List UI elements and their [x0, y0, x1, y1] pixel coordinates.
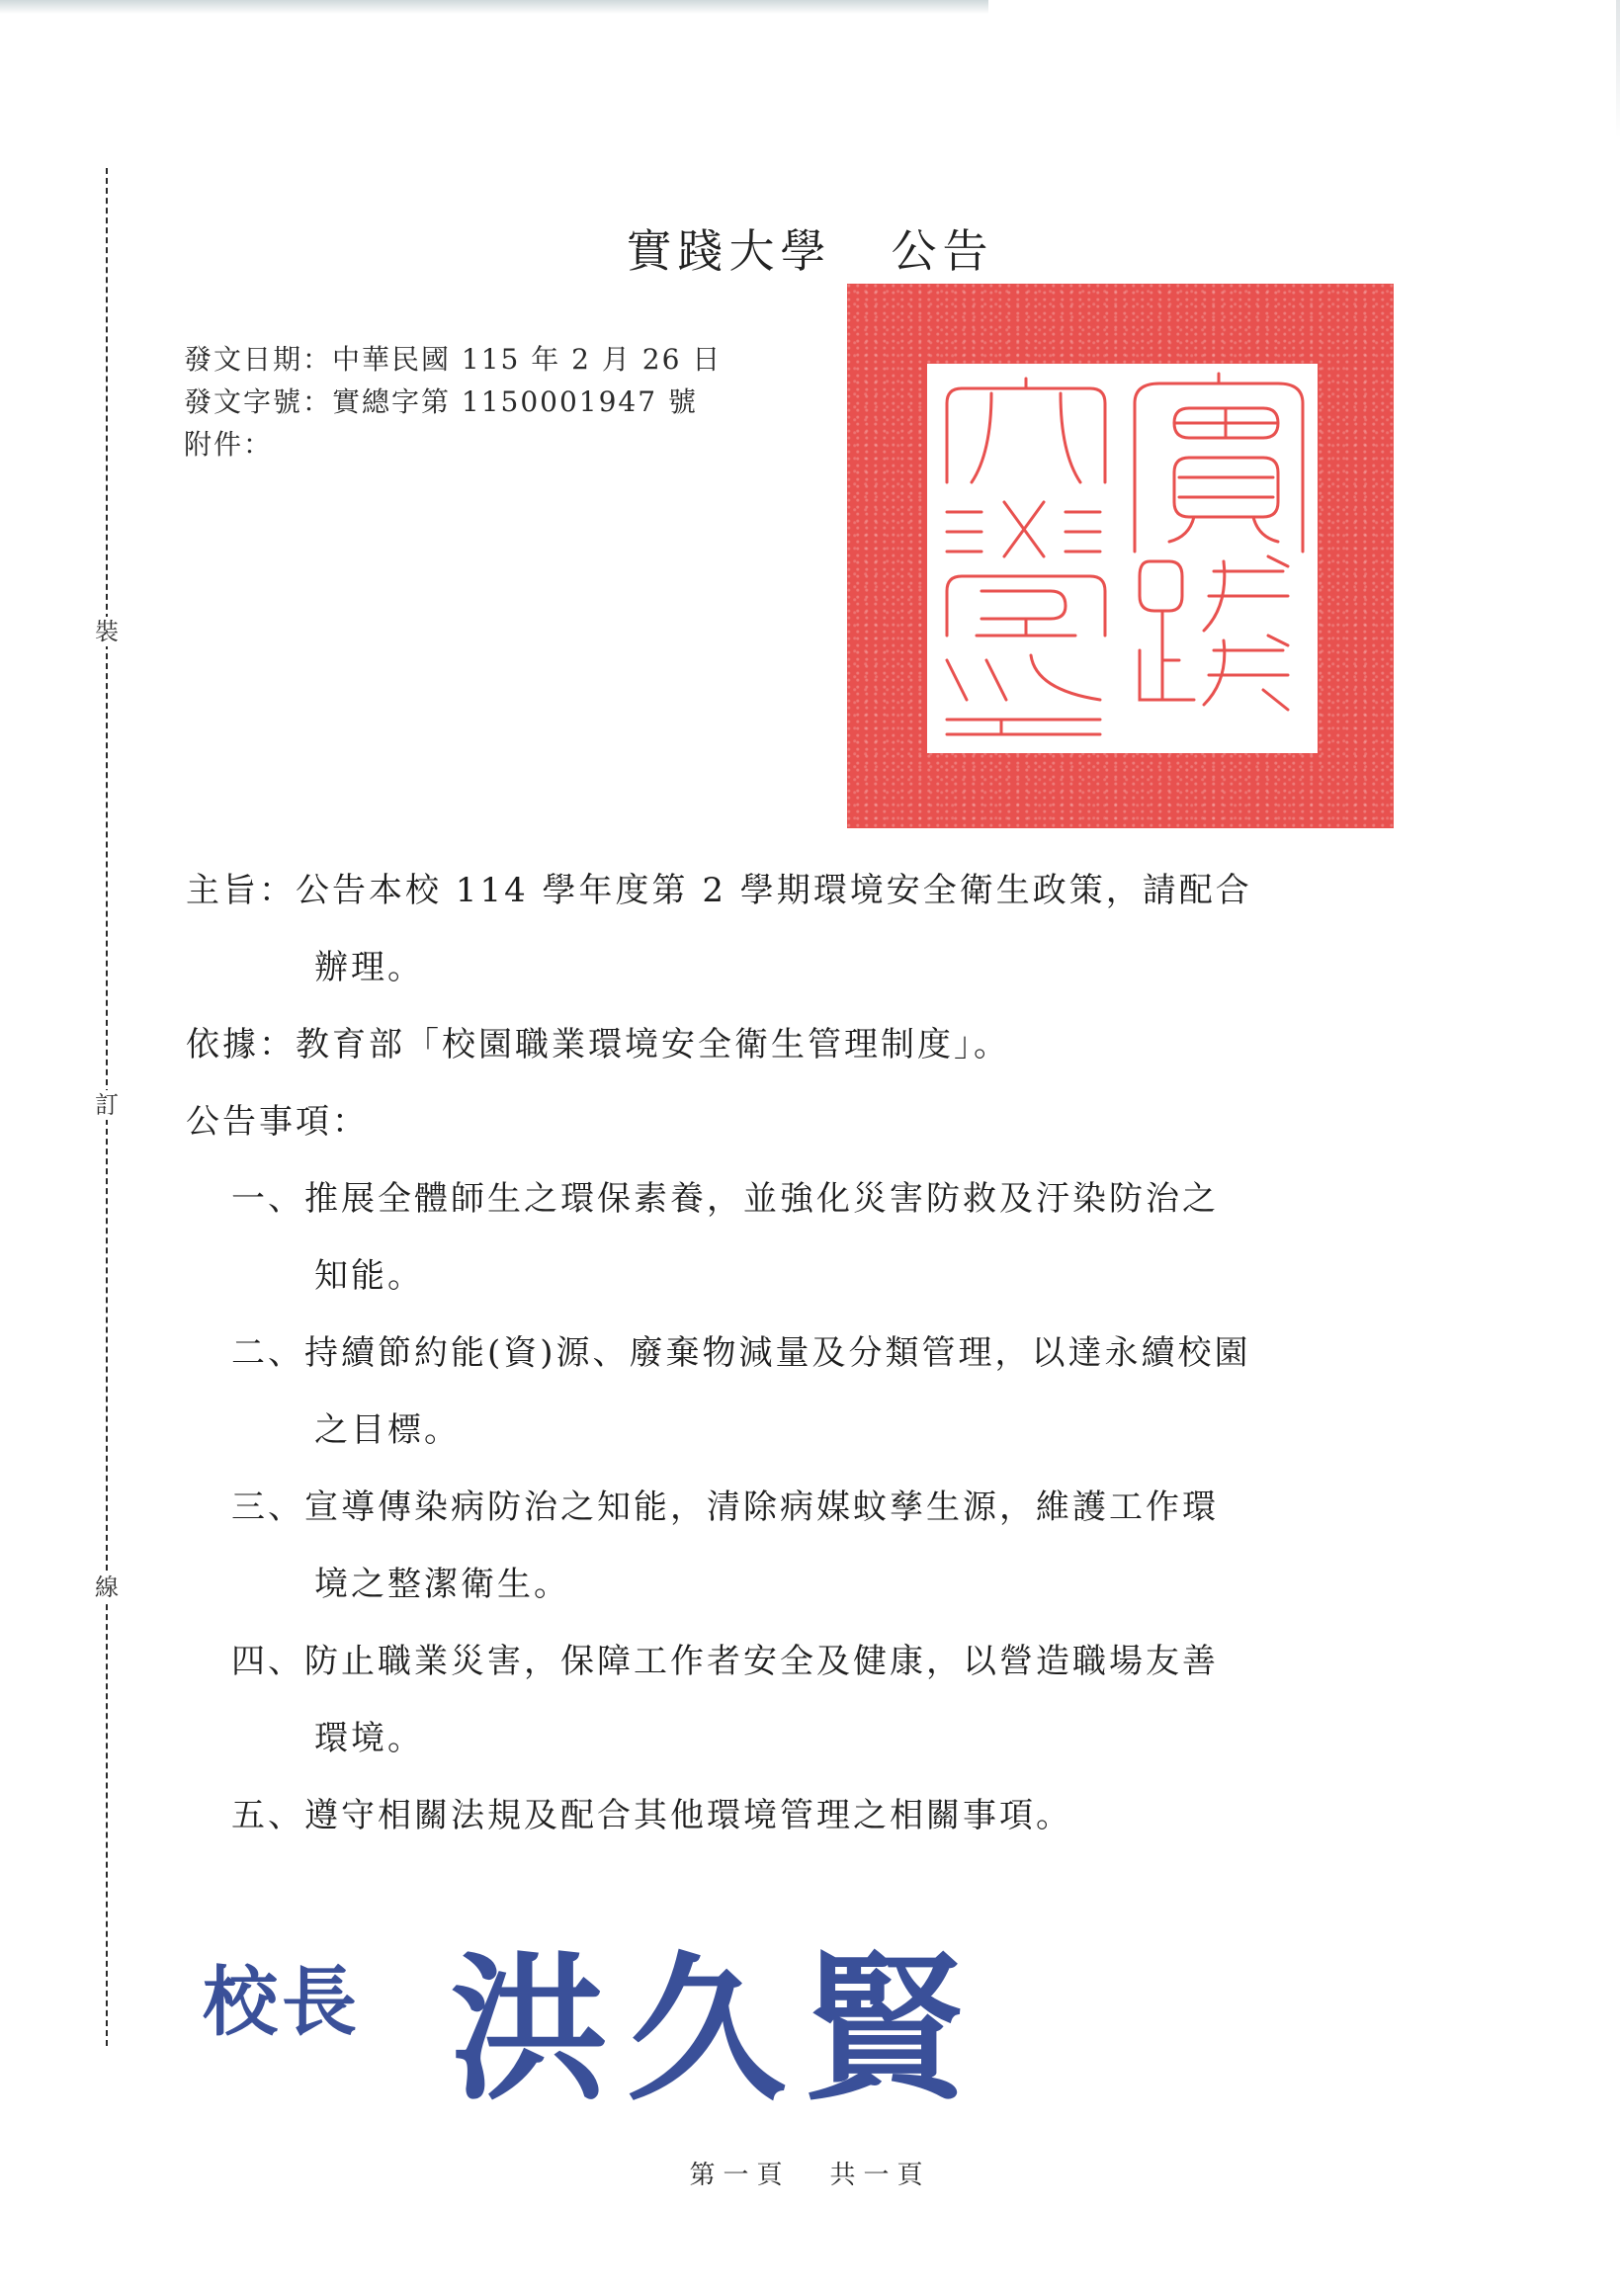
- subject-label: 主旨：: [186, 871, 296, 910]
- meta-date-label: 發文日期：: [184, 343, 333, 376]
- list-item-2-cont: 之目標。: [314, 1410, 461, 1450]
- seal-inner-window: [927, 364, 1318, 753]
- item-text: 防止職業災害，保障工作者安全及健康，以營造職場友善: [304, 1642, 1219, 1681]
- list-item-5: [186, 1777, 1431, 1854]
- subject-line-2: 辦理。: [314, 948, 424, 987]
- signature-title: 校長: [203, 1958, 361, 2046]
- meta-number-value: 實總字第 1150001947 號: [332, 385, 698, 418]
- meta-number-label: 發文字號：: [184, 385, 333, 418]
- meta-number: [184, 381, 722, 423]
- item-text: 持續節約能(資)源、廢棄物減量及分類管理，以達永續校園: [304, 1333, 1251, 1373]
- items-heading: 公告事項：: [186, 1102, 369, 1142]
- binding-mark-xian: 線: [92, 1573, 122, 1602]
- signature-name: 洪久賢: [450, 1937, 984, 2122]
- meta-attachment-label: 附件：: [184, 428, 274, 461]
- page-title: [0, 215, 1620, 281]
- item-text: 宣導傳染病防治之知能，清除病媒蚊孳生源，維護工作環: [304, 1488, 1219, 1527]
- item-number: 四、: [231, 1642, 304, 1681]
- list-item-2: [186, 1315, 1431, 1392]
- item-text: 遵守相關法規及配合其他環境管理之相關事項。: [304, 1796, 1072, 1835]
- subject-text-1: 公告本校 114 學年度第 2 學期環境安全衛生政策，請配合: [296, 871, 1252, 910]
- announcement-body: [186, 852, 1431, 1854]
- page-total: 共一頁: [829, 2161, 931, 2190]
- item-number: 五、: [231, 1796, 304, 1835]
- list-item-1: [186, 1160, 1431, 1237]
- meta-attachment: [184, 423, 722, 466]
- scan-edge: [1616, 0, 1620, 138]
- item-number: 二、: [231, 1333, 304, 1373]
- meta-date: [184, 338, 722, 381]
- page-footer: [0, 2155, 1620, 2191]
- seal-glyphs-icon: [927, 364, 1318, 753]
- basis-text: 教育部「校園職業環境安全衛生管理制度」。: [296, 1025, 1010, 1064]
- list-item-3: [186, 1469, 1431, 1546]
- item-number: 三、: [231, 1488, 304, 1527]
- basis-label: 依據：: [186, 1025, 296, 1064]
- list-item-4-cont: 環境。: [314, 1719, 424, 1758]
- page-current: 第一頁: [689, 2161, 791, 2190]
- item-text: 推展全體師生之環保素養，並強化災害防救及汙染防治之: [304, 1179, 1219, 1219]
- binding-mark-ding: 訂: [92, 1090, 122, 1120]
- binding-mark-zhuang: 裝: [92, 617, 122, 646]
- item-number: 一、: [231, 1179, 304, 1219]
- meta-date-value: 中華民國 115 年 2 月 26 日: [332, 343, 723, 376]
- title-type: 公告: [891, 224, 994, 278]
- university-seal-icon: [847, 284, 1394, 828]
- subject-line-1: [186, 852, 1431, 929]
- basis-line: [186, 1006, 1431, 1083]
- list-item-4: [186, 1623, 1431, 1700]
- scan-shadow: [0, 0, 988, 14]
- list-item-3-cont: 境之整潔衛生。: [314, 1565, 570, 1604]
- document-meta: [184, 338, 722, 466]
- list-item-1-cont: 知能。: [314, 1256, 424, 1296]
- title-org: 實踐大學: [626, 224, 832, 278]
